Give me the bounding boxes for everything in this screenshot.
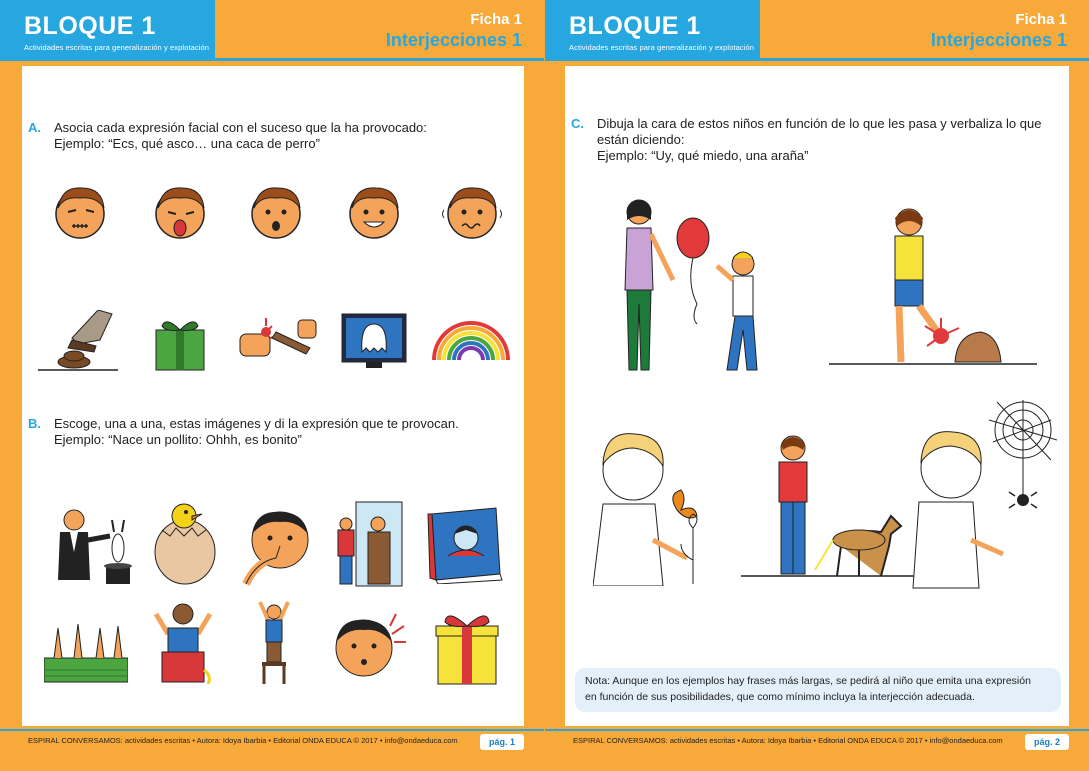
toe-stub-scene-image — [829, 206, 1037, 374]
topic-title: Interjecciones 1 — [930, 30, 1067, 50]
note-line-1: Nota: Aunque en los ejemplos hay frases más largas, se pedirá al niño que emita una expresión — [585, 675, 1031, 687]
rainbow-image — [430, 318, 512, 364]
exercise-a — [28, 120, 427, 152]
exercise-letter: A. — [28, 120, 41, 135]
scared-face-image — [440, 180, 504, 244]
ficha-label: Ficha 1 — [470, 11, 522, 28]
note-line-2: en función de sus posibilidades, que como mínimo incluya la interjección adecuada. — [585, 691, 975, 703]
header-divider — [545, 58, 1089, 61]
child-on-stool-image — [254, 600, 294, 686]
footer-credits: ESPIRAL CONVERSAMOS: actividades escritas • Autora: Idoya Ibarbia • Editorial ONDA EDUCA © 2017 • info@ondaeduca.com — [573, 736, 1003, 745]
footer-credits: ESPIRAL CONVERSAMOS: actividades escritas • Autora: Idoya Ibarbia • Editorial ONDA EDUCA © 2017 • info@ondaeduca.com — [28, 736, 458, 745]
ficha-header — [215, 0, 544, 58]
hammer-hit-finger-image — [236, 318, 320, 368]
happy-face-image — [344, 180, 404, 244]
surprised-face-image — [246, 180, 306, 244]
page-number: pág. 2 — [1025, 734, 1069, 750]
exercise-instruction: Escoge, una a una, estas imágenes y di la expresión que te provocan. — [54, 416, 459, 431]
door-visitor-image — [332, 500, 404, 588]
page-2 — [545, 0, 1089, 771]
exercise-letter: B. — [28, 416, 41, 431]
footer-divider — [0, 729, 544, 731]
exercise-b — [28, 416, 459, 448]
chick-hatching-image — [148, 500, 222, 586]
exercise-instruction-cont: están diciendo: — [597, 132, 685, 147]
disgust-face-image — [50, 180, 110, 244]
note-box — [575, 668, 1061, 712]
exercise-example: Ejemplo: “Uy, qué miedo, una araña” — [597, 148, 809, 163]
bloque-subtitle: Actividades escritas para generalización y explotación — [569, 43, 755, 52]
exercise-letter: C. — [571, 116, 584, 131]
ficha-label: Ficha 1 — [1015, 11, 1067, 28]
dog-scene-image — [741, 430, 915, 586]
bloque-title: BLOQUE 1 — [24, 12, 156, 40]
footer-divider — [545, 729, 1089, 731]
butterfly-scene-image — [593, 430, 733, 586]
dracula-book-image — [426, 504, 506, 584]
balloon-scene-image — [607, 194, 777, 380]
tongue-out-face-image — [150, 180, 210, 244]
ficha-header — [760, 0, 1089, 58]
worksheet-content — [565, 66, 1069, 726]
gift-box-image — [152, 316, 208, 372]
bloque-header — [545, 0, 760, 58]
page-number: pág. 1 — [480, 734, 524, 750]
exercise-example: Ejemplo: “Nace un pollito: Ohhh, es bonito” — [54, 432, 302, 447]
worksheet-content — [22, 66, 524, 726]
picking-nose-image — [236, 506, 320, 586]
jack-in-box-child-image — [150, 600, 216, 684]
boy-pinched-image — [328, 612, 408, 684]
magician-image — [44, 506, 136, 588]
exercise-example: Ejemplo: “Ecs, qué asco… una caca de perro” — [54, 136, 320, 151]
dog-poop-image — [38, 310, 120, 372]
bloque-header — [0, 0, 215, 58]
spider-scene-image — [911, 400, 1057, 590]
ghost-tv-image — [340, 312, 408, 372]
exercise-instruction: Asocia cada expresión facial con el suceso que la ha provocado: — [54, 120, 427, 135]
yellow-gift-image — [432, 610, 502, 686]
header-divider — [0, 58, 544, 61]
topic-title: Interjecciones 1 — [385, 30, 522, 50]
exercise-c — [571, 116, 1042, 164]
bloque-title: BLOQUE 1 — [569, 12, 701, 40]
bloque-subtitle: Actividades escritas para generalización y explotación — [24, 43, 210, 52]
exercise-instruction: Dibuja la cara de estos niños en función de lo que les pasa y verbaliza lo que — [597, 116, 1042, 131]
page-1 — [0, 0, 544, 771]
harvest-hands-image — [44, 614, 128, 684]
